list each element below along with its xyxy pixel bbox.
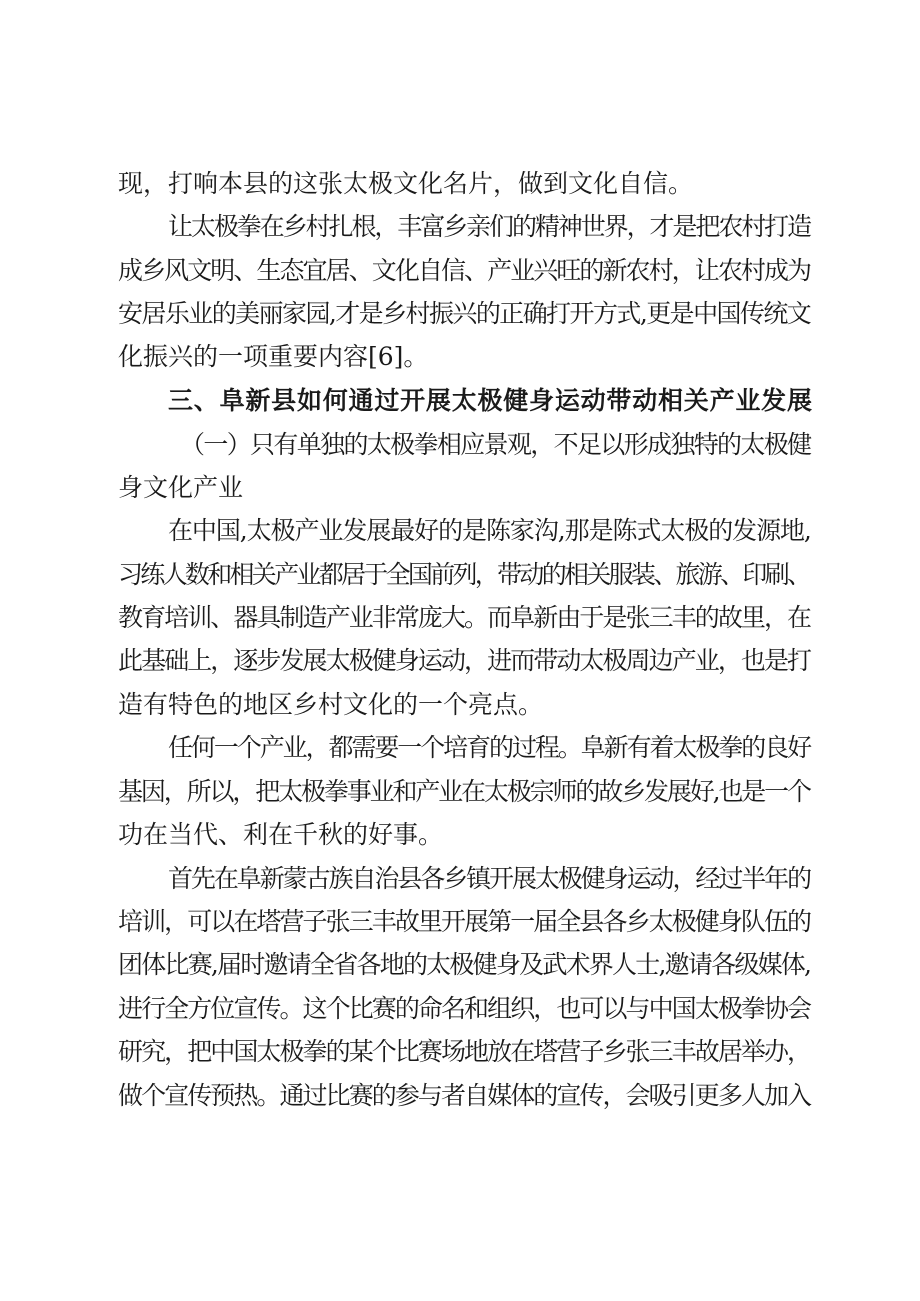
paragraph-line: 造有特色的地区乡村文化的一个亮点。 (118, 690, 544, 719)
paragraph-line: 首先在阜新蒙古族自治县各乡镇开展太极健身运动，经过半年的 (168, 864, 811, 893)
paragraph-line: 化振兴的一项重要内容[6]。 (118, 342, 429, 371)
paragraph-line: 现，打响本县的这张太极文化名片，做到文化自信。 (118, 169, 694, 198)
paragraph-line: 做个宣传预热。通过比赛的参与者自媒体的宣传，会吸引更多人加入 (118, 1081, 811, 1110)
subheading-line: 身文化产业 (118, 473, 244, 502)
paragraph-line: 任何一个产业，都需要一个培育的过程。阜新有着太极拳的良好 (168, 733, 811, 762)
paragraph-line: 进行全方位宣传。这个比赛的命名和组织，也可以与中国太极拳协会 (118, 994, 811, 1023)
paragraph-line: 教育培训、器具制造产业非常庞大。而阜新由于是张三丰的故里，在 (118, 603, 811, 632)
paragraph-line: 习练人数和相关产业都居于全国前列，带动的相关服装、旅游、印刷、 (118, 560, 810, 589)
paragraph-line: 让太极拳在乡村扎根，丰富乡亲们的精神世界，才是把农村打造 (168, 212, 811, 241)
subheading-line: （一）只有单独的太极拳相应景观，不足以形成独特的太极健 (180, 430, 811, 459)
section-heading: 三、阜新县如何通过开展太极健身运动带动相关产业发展 (168, 386, 813, 415)
paragraph-line: 在中国,太极产业发展最好的是陈家沟,那是陈式太极的发源地, (168, 516, 811, 545)
paragraph-line: 安居乐业的美丽家园,才是乡村振兴的正确打开方式,更是中国传统文 (118, 299, 811, 328)
paragraph-line: 成乡风文明、生态宜居、文化自信、产业兴旺的新农村，让农村成为 (118, 256, 811, 285)
paragraph-line: 功在当代、利在千秋的好事。 (118, 820, 444, 849)
paragraph-line: 此基础上，逐步发展太极健身运动，进而带动太极周边产业，也是打 (118, 646, 811, 675)
paragraph-line: 团体比赛,届时邀请全省各地的太极健身及武术界人士,邀请各级媒体, (118, 950, 811, 979)
paragraph-line: 培训，可以在塔营子张三丰故里开展第一届全县各乡太极健身队伍的 (118, 907, 811, 936)
paragraph-line: 研究，把中国太极拳的某个比赛场地放在塔营子乡张三丰故居举办， (118, 1037, 811, 1066)
paragraph-line: 基因，所以，把太极拳事业和产业在太极宗师的故乡发展好,也是一个 (118, 777, 810, 806)
